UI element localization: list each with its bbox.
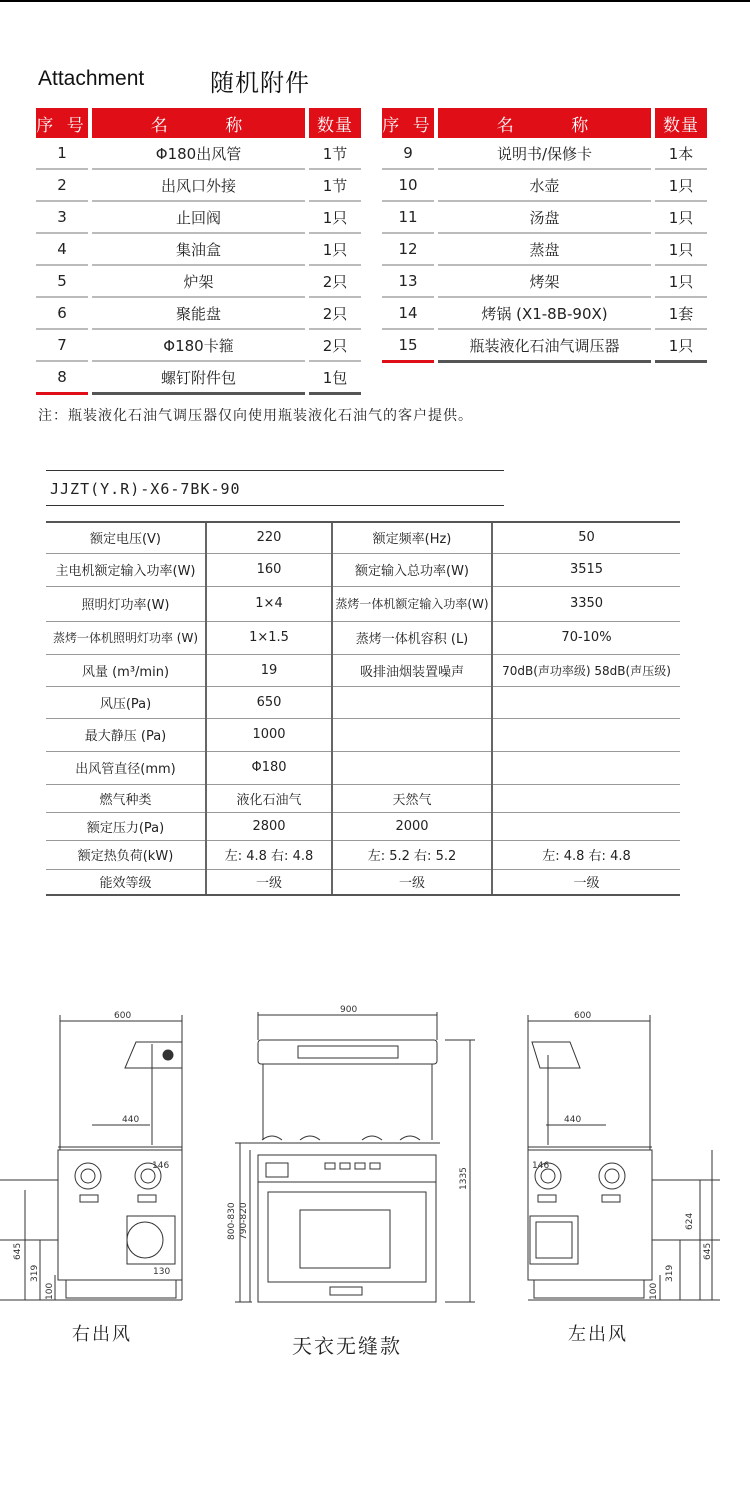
- dim-left-h3: 100: [45, 1282, 55, 1300]
- dim-center-width: 900: [340, 1005, 358, 1015]
- dim-left-inner: 440: [122, 1115, 140, 1125]
- table-row: 3 止回阀 1只: [36, 202, 361, 234]
- table-row: 额定电压(V) 220 额定频率(Hz) 50: [46, 522, 680, 553]
- dim-right-h4: 100: [649, 1282, 659, 1300]
- attachment-title-cn: 随机附件: [210, 69, 310, 97]
- table-row: 照明灯功率(W) 1×4 蒸烤一体机额定输入功率(W) 3350: [46, 586, 680, 621]
- dim-center-h2: 790-820: [239, 1202, 249, 1240]
- table-row: 7 Φ180卡箍 2只: [36, 330, 361, 362]
- table-row: 15 瓶装液化石油气调压器 1只: [382, 330, 707, 363]
- dim-left-width: 600: [114, 1011, 132, 1021]
- table-row: 燃气种类 液化石油气 天然气: [46, 784, 680, 812]
- dim-center-height: 1335: [459, 1167, 469, 1190]
- dim-right-inner: 440: [564, 1115, 582, 1125]
- table-row: 主电机额定输入功率(W) 160 额定输入总功率(W) 3515: [46, 553, 680, 586]
- left-side-view: [0, 1015, 182, 1300]
- dim-right-h1: 645: [703, 1242, 713, 1260]
- attachment-table-left: [36, 108, 361, 395]
- table-row: 6 聚能盘 2只: [36, 298, 361, 330]
- supply-note: 注：瓶装液化石油气调压器仅向使用瓶装液化石油气的客户提供。: [38, 408, 473, 424]
- divider: [46, 470, 504, 471]
- dim-right-offset: 146: [532, 1161, 550, 1171]
- table-row: 12 蒸盘 1只: [382, 234, 707, 266]
- table-row: 出风管直径(mm) Φ180: [46, 751, 680, 784]
- dim-right-width: 600: [574, 1011, 592, 1021]
- table-row: 8 螺钉附件包 1包: [36, 362, 361, 395]
- table-row: 11 汤盘 1只: [382, 202, 707, 234]
- dim-left-h1: 645: [13, 1242, 23, 1260]
- col-header-no: 序 号: [36, 108, 88, 138]
- dimension-drawings: [0, 995, 750, 1315]
- table-row: 额定压力(Pa) 2800 2000: [46, 812, 680, 840]
- attachment-table-right: [382, 108, 707, 363]
- dim-left-offset: 146: [152, 1161, 170, 1171]
- col-header-qty: 数量: [309, 108, 361, 138]
- col-header-qty: 数量: [655, 108, 707, 138]
- front-view: [235, 1012, 475, 1302]
- table-row: 13 烤架 1只: [382, 266, 707, 298]
- dim-left-h2: 319: [30, 1264, 40, 1282]
- table-row: 蒸烤一体机照明灯功率 (W) 1×1.5 蒸烤一体机容积 (L) 70-10%: [46, 621, 680, 654]
- col-header-name: 名 称: [92, 108, 305, 138]
- table-row: 最大静压 (Pa) 1000: [46, 718, 680, 751]
- col-header-name: 名 称: [438, 108, 651, 138]
- table-row: 1 Φ180出风管 1节: [36, 138, 361, 170]
- table-row: 10 水壶 1只: [382, 170, 707, 202]
- col-header-no: 序 号: [382, 108, 434, 138]
- spec-table: [46, 521, 680, 896]
- table-row: 风压(Pa) 650: [46, 686, 680, 718]
- dim-center-h1: 800-830: [227, 1202, 237, 1240]
- dim-right-h2: 624: [685, 1212, 695, 1230]
- attachment-title-en: Attachment: [38, 67, 145, 90]
- dim-right-h3: 319: [665, 1264, 675, 1282]
- model-number: JJZT(Y.R)-X6-7BK-90: [50, 480, 241, 498]
- table-row: 14 烤锅 (X1-8B-90X) 1套: [382, 298, 707, 330]
- table-row: 5 炉架 2只: [36, 266, 361, 298]
- table-row: 2 出风口外接 1节: [36, 170, 361, 202]
- top-rule: [0, 0, 750, 2]
- table-row: 能效等级 一级 一级 一级: [46, 869, 680, 895]
- right-side-view: [528, 1015, 720, 1300]
- dim-left-h4: 130: [153, 1267, 171, 1277]
- caption-right-outlet: 右出风: [72, 1324, 132, 1345]
- table-row: 4 集油盒 1只: [36, 234, 361, 266]
- divider: [46, 505, 504, 506]
- table-row: 额定热负荷(kW) 左: 4.8 右: 4.8 左: 5.2 右: 5.2 左: 4.8 右: 4.8: [46, 840, 680, 869]
- table-row: 风量 (m³/min) 19 吸排油烟装置噪声 70dB(声功率级) 58dB(声压级): [46, 654, 680, 686]
- caption-seamless-model: 天衣无缝款: [292, 1334, 402, 1358]
- table-row: 9 说明书/保修卡 1本: [382, 138, 707, 170]
- caption-left-outlet: 左出风: [568, 1324, 628, 1345]
